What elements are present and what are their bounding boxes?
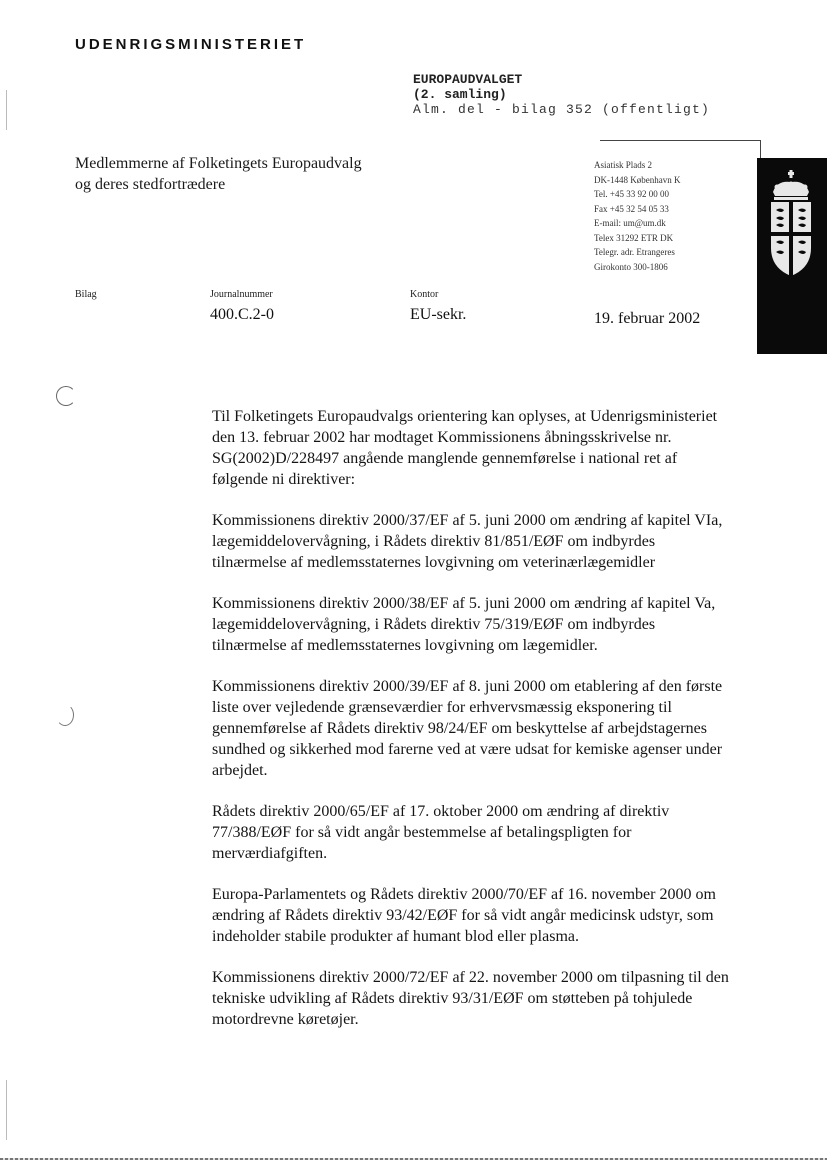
letter-body: [212, 406, 732, 1050]
committee-stamp: [413, 72, 710, 117]
address-line: Asiatisk Plads 2: [594, 160, 653, 170]
body-paragraph: Kommissionens direktiv 2000/37/EF af 5. juni 2000 om ændring af kapitel VIa, lægemiddelovervågning, i Rådets direktiv 81/851/EØF om indbyrdes tilnærmelse af medlemsstaternes lovgivning om veterinærlægemidler: [212, 512, 723, 571]
stamp-divider-tick: [760, 140, 761, 160]
body-paragraph: Kommissionens direktiv 2000/38/EF af 5. juni 2000 om ændring af kapitel Va, lægemiddelovervågning, i Rådets direktiv 75/319/EØF om indbyrdes tilnærmelse af medlemsstaternes lovgivning om lægemidler.: [212, 595, 716, 654]
coat-of-arms-icon: [763, 170, 819, 280]
address-line: Telegr. adr. Etrangeres: [594, 247, 675, 257]
bilag-label: Bilag: [75, 289, 97, 300]
address-line: Tel. +45 33 92 00 00: [594, 189, 669, 199]
stamp-divider: [600, 140, 760, 141]
address-line: Telex 31292 ETR DK: [594, 232, 674, 243]
address-line: Girokonto 300-1806: [594, 261, 668, 272]
body-paragraph: Kommissionens direktiv 2000/72/EF af 22. november 2000 om tilpasning til den tekniske udvikling af Rådets direktiv 93/31/EØF om støtteben på tohjulede motordrevne køretøjer.: [212, 969, 729, 1028]
letter-date: 19. februar 2002: [594, 310, 701, 327]
journal-label: Journalnummer: [210, 289, 273, 300]
address-line: DK-1448 København K: [594, 174, 681, 185]
stamp-line-1: EUROPAUDVALGET: [413, 72, 523, 87]
body-paragraph: Rådets direktiv 2000/65/EF af 17. oktober 2000 om ændring af direktiv 77/388/EØF for så vidt angår bestemmelse af betalingspligten for merværdiafgiften.: [212, 803, 670, 862]
scan-edge-mark: [6, 1080, 7, 1140]
punch-hole-icon: [56, 704, 74, 726]
punch-hole-icon: [56, 386, 76, 406]
body-paragraph: Kommissionens direktiv 2000/39/EF af 8. juni 2000 om etablering af den første liste over vejledende grænseværdier for erhvervsmæssig eksponering til gennemførelse af Rådets direktiv 98/24/EF om beskyttelse af arbejdstagernes sundhed og sikkerhed mod farerne ved at være udsat for kemiske agenser under arbejdet.: [212, 678, 723, 779]
body-paragraph: Til Folketingets Europaudvalgs orientering kan oplyses, at Udenrigsministeriet den 13. februar 2002 har modtaget Kommissionens åbningsskrivelse nr. SG(2002)D/228497 angående manglende gennemførelse i national ret af følgende ni direktiver:: [212, 408, 718, 488]
scan-edge-mark: [6, 90, 7, 130]
recipient-line-1: Medlemmerne af Folketingets Europaudvalg: [75, 155, 362, 172]
ministry-letterhead: UDENRIGSMINISTERIET: [75, 36, 307, 53]
kontor-value: EU-sekr.: [410, 306, 467, 323]
address-line: E-mail: um@um.dk: [594, 218, 666, 228]
recipient-line-2: og deres stedfortrædere: [75, 176, 226, 193]
body-paragraph: Europa-Parlamentets og Rådets direktiv 2000/70/EF af 16. november 2000 om ændring af Rådets direktiv 93/42/EØF for så vidt angår medicinsk udstyr, som indeholder stabile produkter af humant blod eller plasma.: [212, 886, 716, 945]
recipient-block: [75, 153, 362, 195]
address-block: [594, 158, 680, 274]
journal-number: 400.C.2-0: [210, 306, 274, 323]
kontor-label: Kontor: [410, 289, 439, 300]
stamp-line-2: (2. samling): [413, 87, 507, 102]
address-line: Fax +45 32 54 05 33: [594, 203, 669, 214]
page-bottom-edge: [0, 1158, 827, 1160]
stamp-line-3: Alm. del - bilag 352 (offentligt): [413, 102, 711, 117]
